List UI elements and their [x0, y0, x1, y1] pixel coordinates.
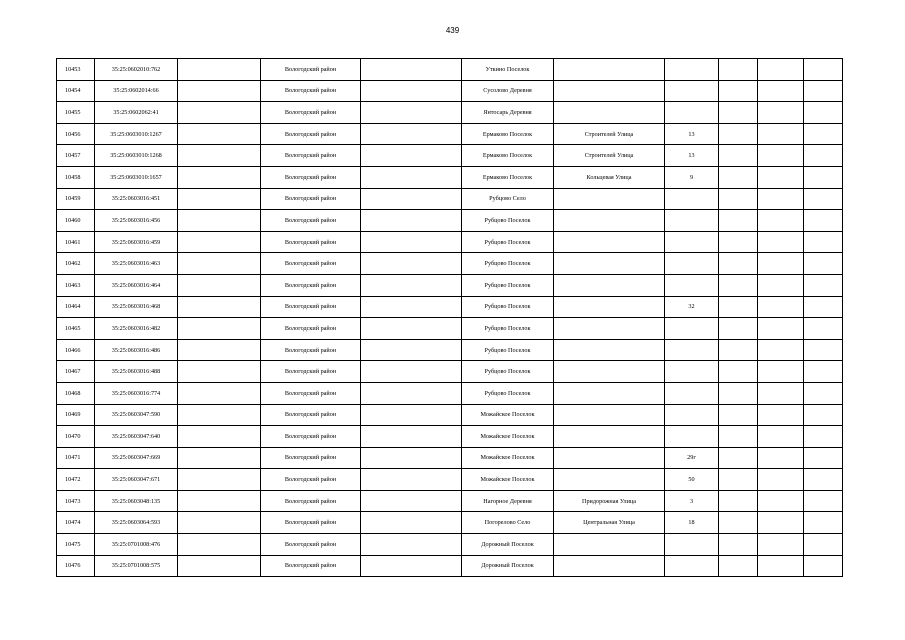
empty-cell [178, 59, 261, 81]
cadastral-number: 35:25:0603047:671 [95, 469, 178, 491]
house-number [665, 339, 719, 361]
empty-cell [178, 512, 261, 534]
street [554, 534, 665, 556]
empty-cell [361, 123, 462, 145]
empty-cell [361, 59, 462, 81]
district: Вологодский район [261, 274, 361, 296]
table-row [57, 145, 843, 167]
district: Вологодский район [261, 382, 361, 404]
table-row [57, 166, 843, 188]
empty-cell [719, 318, 758, 340]
empty-cell [804, 210, 843, 232]
empty-cell [758, 512, 804, 534]
page-number: 439 [445, 26, 460, 35]
cadastral-number: 35:25:0603047:640 [95, 426, 178, 448]
district: Вологодский район [261, 166, 361, 188]
cadastral-number: 35:25:0603016:468 [95, 296, 178, 318]
table-row [57, 188, 843, 210]
house-number [665, 555, 719, 577]
cadastral-number: 35:25:0603016:451 [95, 188, 178, 210]
empty-cell [178, 447, 261, 469]
row-number: 10456 [57, 123, 95, 145]
locality: Дорожный Поселок [462, 555, 554, 577]
empty-cell [804, 447, 843, 469]
row-number: 10462 [57, 253, 95, 275]
empty-cell [758, 382, 804, 404]
locality: Можайское Поселок [462, 447, 554, 469]
table-row [57, 555, 843, 577]
empty-cell [361, 339, 462, 361]
district: Вологодский район [261, 145, 361, 167]
table-row [57, 512, 843, 534]
empty-cell [361, 80, 462, 102]
empty-cell [719, 382, 758, 404]
house-number [665, 534, 719, 556]
empty-cell [758, 231, 804, 253]
empty-cell [804, 318, 843, 340]
empty-cell [758, 447, 804, 469]
empty-cell [361, 210, 462, 232]
district: Вологодский район [261, 469, 361, 491]
table-row [57, 102, 843, 124]
cadastral-number: 35:25:0701008:575 [95, 555, 178, 577]
district: Вологодский район [261, 102, 361, 124]
empty-cell [361, 404, 462, 426]
street [554, 253, 665, 275]
locality: Дорожный Поселок [462, 534, 554, 556]
row-number: 10455 [57, 102, 95, 124]
street: Кольцевая Улица [554, 166, 665, 188]
table-row [57, 274, 843, 296]
empty-cell [361, 166, 462, 188]
locality: Уткино Поселок [462, 59, 554, 81]
empty-cell [719, 296, 758, 318]
locality: Рубцово Поселок [462, 318, 554, 340]
cadastral-number: 35:25:0603047:590 [95, 404, 178, 426]
house-number [665, 253, 719, 275]
empty-cell [719, 426, 758, 448]
empty-cell [361, 145, 462, 167]
empty-cell [758, 123, 804, 145]
empty-cell [719, 253, 758, 275]
district: Вологодский район [261, 210, 361, 232]
empty-cell [719, 231, 758, 253]
empty-cell [719, 555, 758, 577]
district: Вологодский район [261, 426, 361, 448]
empty-cell [361, 102, 462, 124]
district: Вологодский район [261, 59, 361, 81]
empty-cell [178, 274, 261, 296]
table-row [57, 447, 843, 469]
empty-cell [758, 210, 804, 232]
house-number [665, 102, 719, 124]
empty-cell [361, 231, 462, 253]
locality: Нагорное Деревня [462, 490, 554, 512]
house-number [665, 188, 719, 210]
district: Вологодский район [261, 188, 361, 210]
empty-cell [178, 253, 261, 275]
locality: Рубцово Поселок [462, 382, 554, 404]
cadastral-number: 35:25:0603016:486 [95, 339, 178, 361]
empty-cell [804, 166, 843, 188]
empty-cell [178, 469, 261, 491]
empty-cell [178, 361, 261, 383]
empty-cell [719, 447, 758, 469]
house-number [665, 274, 719, 296]
table-row [57, 490, 843, 512]
empty-cell [361, 253, 462, 275]
row-number: 10470 [57, 426, 95, 448]
locality: Рубцово Поселок [462, 339, 554, 361]
empty-cell [758, 296, 804, 318]
street [554, 339, 665, 361]
street [554, 188, 665, 210]
empty-cell [361, 469, 462, 491]
cadastral-number: 35:25:0603016:482 [95, 318, 178, 340]
district: Вологодский район [261, 534, 361, 556]
district: Вологодский район [261, 253, 361, 275]
empty-cell [804, 339, 843, 361]
cadastral-number: 35:25:0603010:1267 [95, 123, 178, 145]
table-row [57, 534, 843, 556]
cadastral-number: 35:25:0603010:1268 [95, 145, 178, 167]
empty-cell [178, 404, 261, 426]
row-number: 10461 [57, 231, 95, 253]
empty-cell [758, 469, 804, 491]
row-number: 10465 [57, 318, 95, 340]
cadastral-number: 35:25:0701008:476 [95, 534, 178, 556]
empty-cell [361, 361, 462, 383]
table-row [57, 426, 843, 448]
empty-cell [804, 59, 843, 81]
row-number: 10464 [57, 296, 95, 318]
empty-cell [361, 490, 462, 512]
locality: Сусолово Деревня [462, 80, 554, 102]
empty-cell [719, 102, 758, 124]
row-number: 10476 [57, 555, 95, 577]
street: Придорожная Улица [554, 490, 665, 512]
locality: Можайское Поселок [462, 469, 554, 491]
street [554, 426, 665, 448]
empty-cell [178, 555, 261, 577]
table-row [57, 382, 843, 404]
house-number: 32 [665, 296, 719, 318]
row-number: 10459 [57, 188, 95, 210]
cadastral-number: 35:25:0603016:464 [95, 274, 178, 296]
table-row [57, 123, 843, 145]
empty-cell [178, 296, 261, 318]
district: Вологодский район [261, 80, 361, 102]
row-number: 10475 [57, 534, 95, 556]
empty-cell [361, 426, 462, 448]
empty-cell [758, 274, 804, 296]
street [554, 318, 665, 340]
house-number [665, 210, 719, 232]
empty-cell [178, 231, 261, 253]
row-number: 10457 [57, 145, 95, 167]
house-number [665, 426, 719, 448]
empty-cell [178, 102, 261, 124]
district: Вологодский район [261, 231, 361, 253]
empty-cell [804, 102, 843, 124]
district: Вологодский район [261, 404, 361, 426]
street: Центральная Улица [554, 512, 665, 534]
locality: Можайское Поселок [462, 404, 554, 426]
empty-cell [804, 231, 843, 253]
cadastral-number: 35:25:0603016:774 [95, 382, 178, 404]
empty-cell [719, 274, 758, 296]
cadastral-number: 35:25:0603016:463 [95, 253, 178, 275]
empty-cell [719, 490, 758, 512]
empty-cell [758, 80, 804, 102]
empty-cell [719, 166, 758, 188]
table-row [57, 296, 843, 318]
empty-cell [178, 145, 261, 167]
empty-cell [719, 210, 758, 232]
empty-cell [758, 188, 804, 210]
house-number [665, 231, 719, 253]
empty-cell [804, 404, 843, 426]
empty-cell [758, 102, 804, 124]
row-number: 10472 [57, 469, 95, 491]
empty-cell [178, 318, 261, 340]
empty-cell [361, 274, 462, 296]
cadastral-number: 35:25:0603048:135 [95, 490, 178, 512]
house-number: 18 [665, 512, 719, 534]
district: Вологодский район [261, 339, 361, 361]
empty-cell [719, 469, 758, 491]
empty-cell [804, 361, 843, 383]
district: Вологодский район [261, 296, 361, 318]
locality: Ермаково Поселок [462, 123, 554, 145]
street [554, 447, 665, 469]
empty-cell [178, 123, 261, 145]
empty-cell [719, 188, 758, 210]
empty-cell [178, 188, 261, 210]
locality: Янтосарь Деревня [462, 102, 554, 124]
locality: Ермаково Поселок [462, 145, 554, 167]
street [554, 59, 665, 81]
empty-cell [804, 512, 843, 534]
empty-cell [719, 339, 758, 361]
table-row [57, 361, 843, 383]
table-row [57, 80, 843, 102]
house-number [665, 80, 719, 102]
table-row [57, 231, 843, 253]
row-number: 10463 [57, 274, 95, 296]
house-number [665, 318, 719, 340]
row-number: 10460 [57, 210, 95, 232]
house-number: 13 [665, 123, 719, 145]
locality: Рубцово Поселок [462, 210, 554, 232]
empty-cell [719, 145, 758, 167]
empty-cell [758, 59, 804, 81]
table-row [57, 318, 843, 340]
table-row [57, 469, 843, 491]
empty-cell [719, 361, 758, 383]
street: Строителей Улица [554, 145, 665, 167]
table-row [57, 404, 843, 426]
empty-cell [758, 339, 804, 361]
empty-cell [178, 426, 261, 448]
district: Вологодский район [261, 512, 361, 534]
locality: Можайское Поселок [462, 426, 554, 448]
street [554, 210, 665, 232]
empty-cell [804, 188, 843, 210]
row-number: 10467 [57, 361, 95, 383]
street [554, 469, 665, 491]
empty-cell [719, 534, 758, 556]
empty-cell [361, 296, 462, 318]
empty-cell [758, 145, 804, 167]
district: Вологодский район [261, 361, 361, 383]
empty-cell [719, 80, 758, 102]
empty-cell [361, 512, 462, 534]
locality: Рубцово Поселок [462, 231, 554, 253]
empty-cell [758, 534, 804, 556]
empty-cell [178, 210, 261, 232]
empty-cell [758, 555, 804, 577]
row-number: 10468 [57, 382, 95, 404]
street [554, 102, 665, 124]
row-number: 10453 [57, 59, 95, 81]
empty-cell [719, 123, 758, 145]
empty-cell [178, 382, 261, 404]
empty-cell [758, 318, 804, 340]
row-number: 10469 [57, 404, 95, 426]
empty-cell [719, 59, 758, 81]
locality: Погорелово Село [462, 512, 554, 534]
empty-cell [804, 296, 843, 318]
empty-cell [178, 534, 261, 556]
cadastral-number: 35:25:0603047:669 [95, 447, 178, 469]
empty-cell [758, 361, 804, 383]
house-number: 9 [665, 166, 719, 188]
district: Вологодский район [261, 555, 361, 577]
empty-cell [758, 490, 804, 512]
street [554, 382, 665, 404]
empty-cell [804, 253, 843, 275]
empty-cell [758, 404, 804, 426]
house-number [665, 404, 719, 426]
empty-cell [361, 318, 462, 340]
empty-cell [178, 490, 261, 512]
cadastral-number: 35:25:0602062:41 [95, 102, 178, 124]
cadastral-number: 35:25:0603016:456 [95, 210, 178, 232]
street [554, 555, 665, 577]
district: Вологодский район [261, 490, 361, 512]
cadastral-number: 35:25:0603016:459 [95, 231, 178, 253]
locality: Ермаково Поселок [462, 166, 554, 188]
empty-cell [758, 166, 804, 188]
empty-cell [361, 188, 462, 210]
row-number: 10474 [57, 512, 95, 534]
house-number [665, 59, 719, 81]
cadastral-number: 35:25:0602014:66 [95, 80, 178, 102]
street [554, 296, 665, 318]
empty-cell [804, 490, 843, 512]
empty-cell [178, 166, 261, 188]
locality: Рубцово Село [462, 188, 554, 210]
empty-cell [178, 339, 261, 361]
district: Вологодский район [261, 447, 361, 469]
district: Вологодский район [261, 318, 361, 340]
house-number [665, 361, 719, 383]
cadastral-number: 35:25:0602010:762 [95, 59, 178, 81]
empty-cell [178, 80, 261, 102]
empty-cell [361, 382, 462, 404]
house-number: 3 [665, 490, 719, 512]
table-row [57, 59, 843, 81]
registry-table [56, 58, 843, 577]
row-number: 10454 [57, 80, 95, 102]
locality: Рубцово Поселок [462, 253, 554, 275]
street: Строителей Улица [554, 123, 665, 145]
empty-cell [804, 274, 843, 296]
table-row [57, 210, 843, 232]
house-number [665, 382, 719, 404]
empty-cell [758, 253, 804, 275]
street [554, 80, 665, 102]
row-number: 10458 [57, 166, 95, 188]
cadastral-number: 35:25:0603016:488 [95, 361, 178, 383]
empty-cell [804, 469, 843, 491]
locality: Рубцово Поселок [462, 296, 554, 318]
house-number: 29г [665, 447, 719, 469]
street [554, 404, 665, 426]
empty-cell [361, 447, 462, 469]
empty-cell [719, 404, 758, 426]
locality: Рубцово Поселок [462, 361, 554, 383]
cadastral-number: 35:25:0603064:593 [95, 512, 178, 534]
empty-cell [361, 555, 462, 577]
empty-cell [361, 534, 462, 556]
table-row [57, 339, 843, 361]
cadastral-number: 35:25:0603010:1657 [95, 166, 178, 188]
row-number: 10466 [57, 339, 95, 361]
empty-cell [758, 426, 804, 448]
street [554, 361, 665, 383]
empty-cell [719, 512, 758, 534]
empty-cell [804, 80, 843, 102]
empty-cell [804, 426, 843, 448]
empty-cell [804, 123, 843, 145]
row-number: 10471 [57, 447, 95, 469]
locality: Рубцово Поселок [462, 274, 554, 296]
table-row [57, 253, 843, 275]
house-number: 13 [665, 145, 719, 167]
row-number: 10473 [57, 490, 95, 512]
house-number: 50 [665, 469, 719, 491]
empty-cell [804, 534, 843, 556]
empty-cell [804, 145, 843, 167]
district: Вологодский район [261, 123, 361, 145]
empty-cell [804, 555, 843, 577]
street [554, 231, 665, 253]
street [554, 274, 665, 296]
empty-cell [804, 382, 843, 404]
